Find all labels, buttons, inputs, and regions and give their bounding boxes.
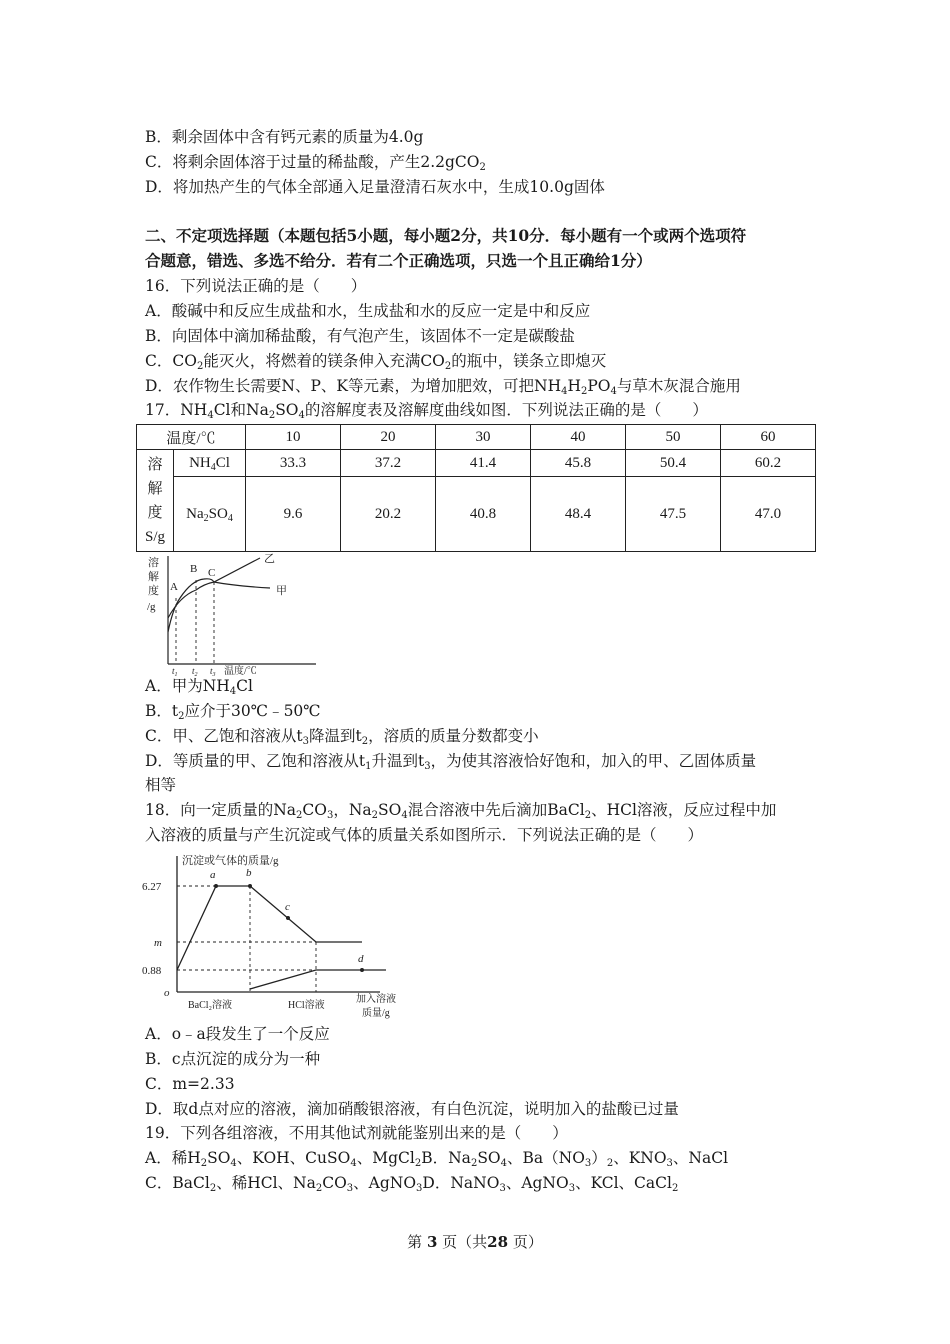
y-label-1: 溶 bbox=[148, 557, 159, 569]
table-cell: 20.2 bbox=[341, 477, 436, 552]
table-cell: 48.4 bbox=[531, 477, 626, 552]
point-d bbox=[360, 968, 364, 972]
table-cell: 40.8 bbox=[436, 477, 531, 552]
q16-option-b: B．向固体中滴加稀盐酸，有气泡产生，该固体不一定是碳酸盐 bbox=[145, 327, 575, 345]
point-b-label: B bbox=[190, 563, 198, 575]
section-2-header-line1: 二、不定项选择题（本题包括5小题，每小题2分，共10分．每小题有一个或两个选项符 bbox=[145, 226, 747, 245]
gas-line bbox=[250, 970, 386, 989]
table-cell: 33.3 bbox=[246, 450, 341, 477]
page-total: 28 bbox=[487, 1233, 509, 1251]
point-b-label: b bbox=[246, 867, 252, 879]
table-cell: 10 bbox=[246, 425, 341, 450]
q15-option-b: B．剩余固体中含有钙元素的质量为4.0g bbox=[145, 128, 424, 146]
table-cell: 40 bbox=[531, 425, 626, 450]
segment-label-bacl2: BaCl₂溶液 bbox=[188, 1000, 233, 1011]
x-axis-label: 温度/℃ bbox=[224, 666, 257, 677]
origin-label: o bbox=[164, 987, 170, 999]
point-a bbox=[214, 884, 218, 888]
table-cell: 60 bbox=[721, 425, 816, 450]
q18-option-b: B．c点沉淀的成分为一种 bbox=[145, 1050, 321, 1068]
y-label-3: 度 bbox=[148, 585, 159, 597]
table-cell: 50 bbox=[626, 425, 721, 450]
table-cell: 60.2 bbox=[721, 450, 816, 477]
q17-option-d-cont: 相等 bbox=[145, 776, 177, 794]
q17-option-c: C．甲、乙饱和溶液从$t_3$降温到$t_2$，溶质的质量分数都变小 bbox=[145, 727, 539, 747]
table-row bbox=[137, 425, 816, 450]
y-tick-088: 0.88 bbox=[142, 965, 162, 977]
table-cell: 45.8 bbox=[531, 450, 626, 477]
point-c bbox=[286, 916, 290, 920]
table-cell: 47.0 bbox=[721, 477, 816, 552]
q18-stem-line1: 18．向一定质量的$Na_2CO_3$，$Na_2SO_4$混合溶液中先后滴加BaCl$_2$、HCl溶液，反应过程中加 bbox=[145, 801, 777, 821]
table-side-label: 溶 解 度 S/g bbox=[137, 450, 174, 552]
q16-option-d: D．农作物生长需要N、P、K等元素，为增加肥效，可把$NH_4H_2PO_4$与草木灰混合施用 bbox=[145, 377, 741, 397]
table-cell: 37.2 bbox=[341, 450, 436, 477]
point-b bbox=[248, 884, 252, 888]
q16-option-c: C．$CO_2$能灭火，将燃着的镁条伸入充满$CO_2$的瓶中，镁条立即熄灭 bbox=[145, 352, 607, 372]
q17-option-b: B．$t_2$应介于30℃﹣50℃ bbox=[145, 702, 321, 722]
table-cell: 47.5 bbox=[626, 477, 721, 552]
table-row bbox=[137, 477, 816, 552]
x-label-2: 质量/g bbox=[362, 1008, 390, 1019]
chart-ylabel: 沉淀或气体的质量/g bbox=[182, 855, 279, 867]
table-cell: 9.6 bbox=[246, 477, 341, 552]
section-2-header-line2: 合题意，错选、多选不给分．若有二个正确选项，只选一个且正确给1分） bbox=[145, 251, 652, 270]
curve-label-yi: 乙 bbox=[264, 553, 275, 565]
table-cell: 41.4 bbox=[436, 450, 531, 477]
tick-t1: $t_1$ bbox=[172, 666, 178, 678]
q15-option-d: D．将加热产生的气体全部通入足量澄清石灰水中，生成10.0g固体 bbox=[145, 178, 605, 196]
solubility-table bbox=[136, 424, 816, 552]
page-footer: 第 3 页（共28 页） bbox=[407, 1233, 543, 1251]
solubility-curve-figure bbox=[140, 550, 300, 678]
page-number: 3 bbox=[426, 1233, 438, 1251]
table-header-temp: 温度/℃ bbox=[137, 425, 246, 450]
table-cell: 30 bbox=[436, 425, 531, 450]
q17-stem: 17．$NH_4Cl$和$Na_2SO_4$的溶解度表及溶解度曲线如图．下列说法正确的是（ ） bbox=[145, 401, 708, 421]
y-tick-m: m bbox=[154, 937, 162, 949]
q17-option-d: D．等质量的甲、乙饱和溶液从$t_1$升温到$t_3$，为使其溶液恰好饱和，加入的甲、乙固体质量 bbox=[145, 752, 757, 772]
q18-option-a: A．o﹣a段发生了一个反应 bbox=[145, 1025, 330, 1043]
point-a-label: a bbox=[210, 869, 216, 881]
q18-option-c: C．m=2.33 bbox=[145, 1075, 235, 1093]
y-label-4: /g bbox=[147, 601, 156, 613]
q18-stem-line2: 入溶液的质量与产生沉淀或气体的质量关系如图所示．下列说法正确的是（ ） bbox=[145, 826, 704, 844]
table-row-name-nh4cl: $NH_4Cl$ bbox=[174, 450, 246, 477]
curve-jia bbox=[168, 579, 270, 632]
precipitate-line bbox=[177, 886, 362, 970]
q18-option-d: D．取d点对应的溶液，滴加硝酸银溶液，有白色沉淀，说明加入的盐酸已过量 bbox=[145, 1100, 679, 1118]
q15-option-c: C．将剩余固体溶于过量的稀盐酸，产生2.2gCO$_2$ bbox=[145, 153, 486, 173]
precipitate-gas-figure bbox=[140, 852, 415, 1022]
q16-stem: 16．下列说法正确的是（ ） bbox=[145, 277, 367, 295]
curve-label-jia: 甲 bbox=[276, 585, 287, 597]
tick-t2: $t_2$ bbox=[192, 666, 198, 678]
table-cell: 20 bbox=[341, 425, 436, 450]
tick-t3: $t_3$ bbox=[210, 666, 216, 678]
table-cell: 50.4 bbox=[626, 450, 721, 477]
q19-options-cd: C．BaCl$_2$、稀HCl、$Na_2CO_3$、AgNO$_3$D．NaNO$_3$、AgNO$_3$、KCl、CaCl$_2$ bbox=[145, 1174, 679, 1194]
y-label-2: 解 bbox=[148, 571, 159, 583]
point-d-label: d bbox=[358, 953, 364, 965]
q19-stem: 19．下列各组溶液，不用其他试剂就能鉴别出来的是（ ） bbox=[145, 1124, 568, 1142]
y-tick-627: 6.27 bbox=[142, 881, 162, 893]
point-c-label: c bbox=[285, 901, 290, 913]
q19-options-ab: A．稀$H_2SO_4$、KOH、CuSO$_4$、MgCl$_2$B．$Na_2SO_4$、$Ba(NO_3)_2$、$KNO_3$、NaCl bbox=[145, 1149, 729, 1169]
segment-label-hcl: HCl溶液 bbox=[288, 1000, 325, 1011]
q17-option-a: A．甲为$NH_4Cl$ bbox=[145, 677, 253, 697]
point-a-label: A bbox=[170, 581, 178, 593]
q16-option-a: A．酸碱中和反应生成盐和水，生成盐和水的反应一定是中和反应 bbox=[145, 302, 591, 320]
table-row bbox=[137, 450, 816, 477]
table-row-name-na2so4: $Na_2SO_4$ bbox=[174, 477, 246, 552]
point-c-label: C bbox=[208, 567, 216, 579]
x-label-1: 加入溶液 bbox=[356, 994, 396, 1005]
